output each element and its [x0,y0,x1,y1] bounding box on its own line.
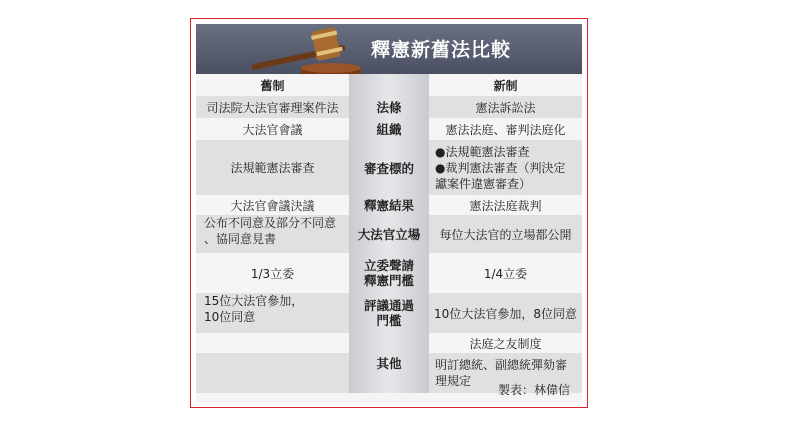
comparison-panel [196,24,582,402]
old-value-bottom [196,353,349,393]
page-title: 釋憲新舊法比較 [371,39,512,61]
category-label: 其他 [349,333,429,393]
header-old: 舊制 [196,74,349,96]
new-value: 憲法法庭裁判 [429,195,582,215]
category-label-line: 立委聲請 [363,258,414,273]
new-value-line: ●法規範憲法審查 [435,144,530,159]
new-value [429,140,582,195]
new-value-line: 明訂總統、副總統彈劾審 [435,358,568,372]
table-frame [190,18,588,408]
old-value [196,293,349,333]
old-value-line: 、協同意見書 [204,232,277,246]
old-value: 大法官會議 [196,118,349,140]
old-value: 司法院大法官審理案件法 [196,96,349,118]
category-label-line: 釋憲門檻 [363,273,414,288]
category-label-line: 評議通過 [363,298,414,313]
category-label: 釋憲結果 [349,195,429,215]
new-value-line: 讞案件違憲審查） [435,176,532,191]
table-row [196,140,582,195]
table-header-row [196,74,582,96]
old-value: 1/3立委 [196,253,349,293]
header-new: 新制 [429,74,582,96]
table-row [196,215,582,253]
new-value-line: 法庭之友制度 [429,333,582,353]
title-bar [196,24,582,74]
old-value-top [196,333,349,353]
old-value-line: 15位大法官參加， [204,294,304,308]
table-row [196,253,582,293]
header-mid [349,74,429,96]
table-row [196,195,582,215]
credit-text: 製表：林偉信 [497,383,570,397]
category-label: 法條 [349,96,429,118]
new-value: 1/4立委 [429,253,582,293]
table-row [196,293,582,333]
table-row [196,118,582,140]
category-label: 大法官立場 [349,215,429,253]
new-value-line: 理規定 [435,374,472,388]
new-value: 10位大法官參加，8位同意 [429,293,582,333]
new-value: 憲法法庭、審判法庭化 [429,118,582,140]
category-label [349,293,429,333]
old-value-line: 10位同意 [204,310,256,324]
old-value-line: 公布不同意及部分不同意 [204,216,337,230]
category-label [349,253,429,293]
old-value [196,215,349,253]
category-label: 審查標的 [349,140,429,195]
category-label-line: 門檻 [376,313,402,328]
new-value: 憲法訴訟法 [429,96,582,118]
old-value: 大法官會議決議 [196,195,349,215]
new-value: 每位大法官的立場都公開 [429,215,582,253]
table-row [196,96,582,118]
category-label: 組織 [349,118,429,140]
old-value: 法規範憲法審查 [196,140,349,195]
new-value-line: ●裁判憲法審查（判決定 [435,160,566,175]
